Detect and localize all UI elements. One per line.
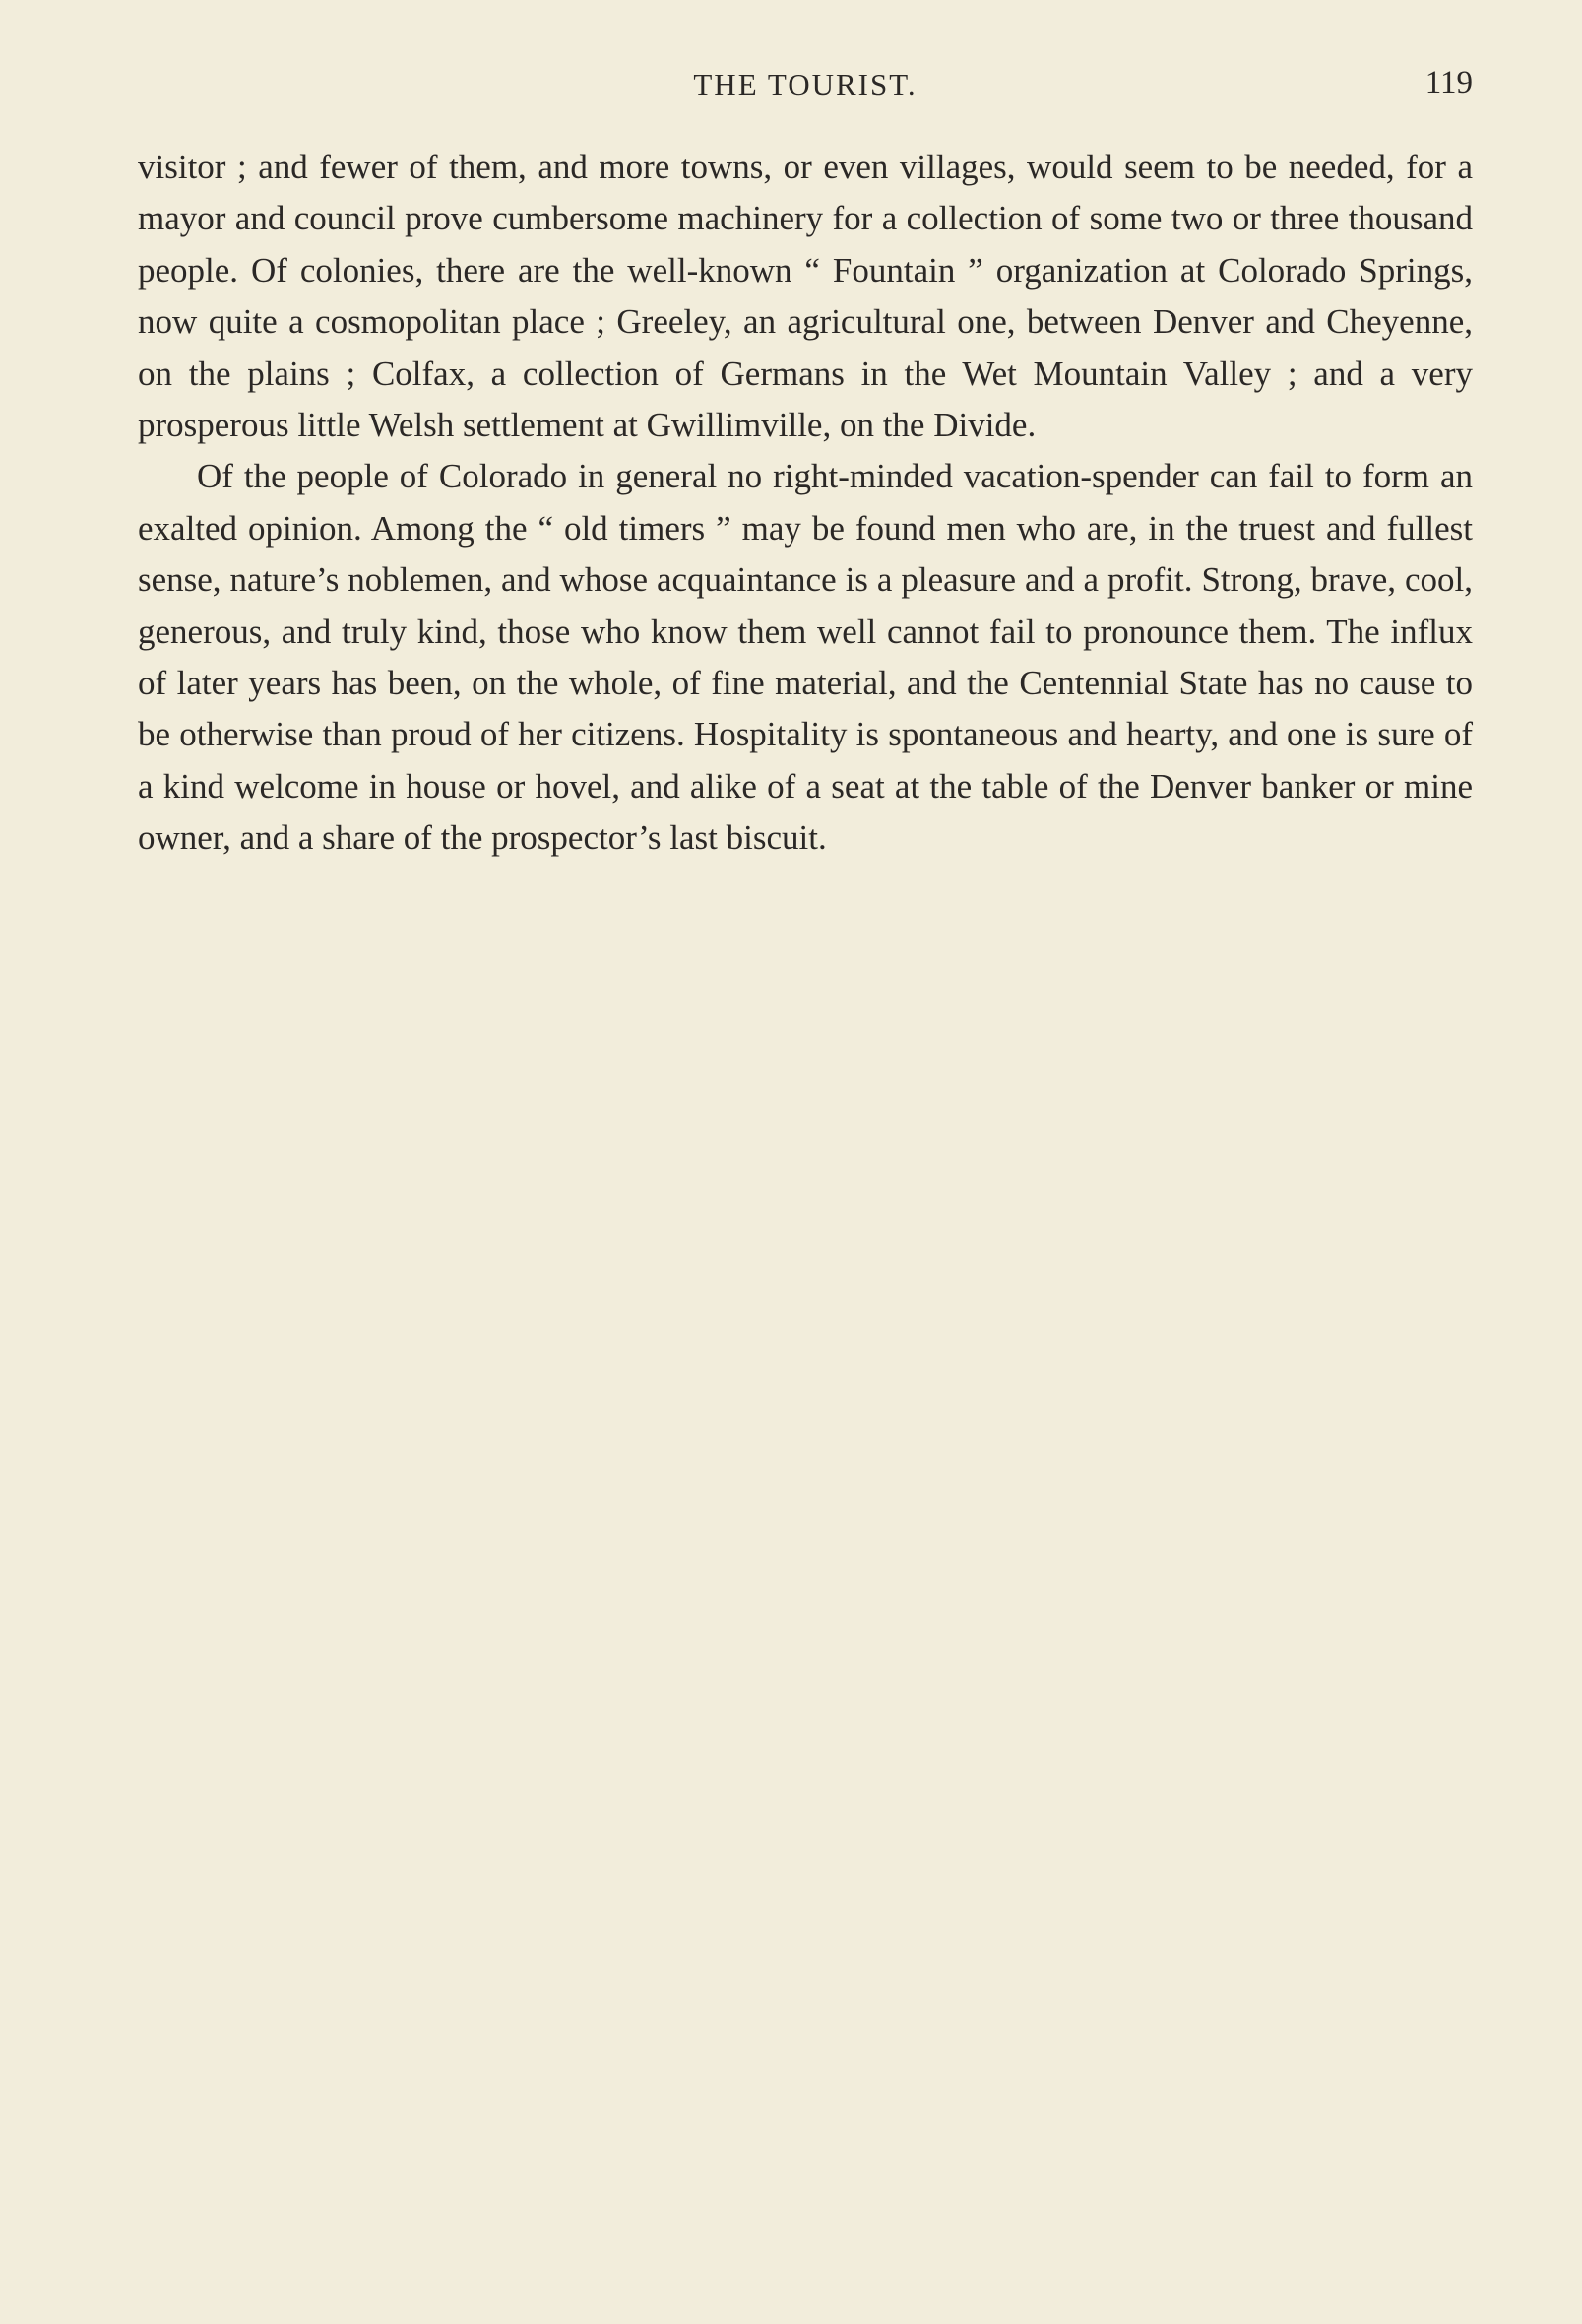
paragraph-continued: visitor ; and fewer of them, and more towns, or even villages, would seem to be needed, for a mayor and council prove cumbersome machinery for a collection of some two or three thousand people. Of colonies, there are the well-known “ Fountain ” organization at Colorado Springs, now quite a cosmopolitan place ; Greeley, an agricultural one, between Denver and Cheyenne, on the plains ; Colfax, a collection of Germans in the Wet Mountain Valley ; and a very prosperous little Welsh settlement at Gwillimville, on the Divide. [138, 148, 1473, 445]
paragraph-people-of-colorado: Of the people of Colorado in general no right-minded vacation-spender can fail to form an exalted opinion. Among the “ old timers ” may be found men who are, in the truest and fullest sense, nature’s noblemen, and whose acquaintance is a pleasure and a profit. Strong, brave, cool, generous, and truly kind, those who know them well cannot fail to pronounce them. The influx of later years has been, on the whole, of fine material, and the Centennial State has no cause to be otherwise than proud of her citizens. Hospitality is spontaneous and hearty, and one is sure of a kind welcome in house or hovel, and alike of a seat at the table of the Denver banker or mine owner, and a share of the prospector’s last biscuit. [138, 457, 1473, 858]
body-text [138, 142, 1473, 865]
page-number: 119 [1424, 65, 1473, 100]
running-head: THE TOURIST. [693, 67, 918, 101]
page-header [138, 59, 1473, 118]
